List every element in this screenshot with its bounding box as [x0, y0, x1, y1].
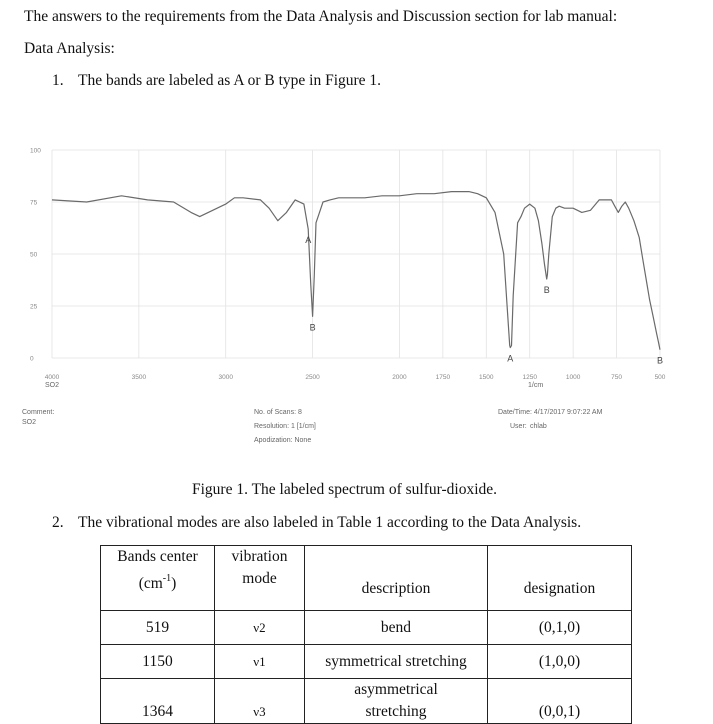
figure-caption: Figure 1. The labeled spectrum of sulfur-dioxide. — [192, 481, 498, 498]
y-tick-label: 25 — [30, 303, 38, 311]
chart-grid — [52, 150, 660, 358]
x-axis-unit: 1/cm — [528, 382, 544, 389]
header-band-center — [101, 546, 215, 611]
table-row — [101, 645, 632, 679]
y-tick-label: 100 — [30, 147, 41, 155]
cell-band: 1150 — [101, 645, 215, 679]
cell-description-line1: asymmetrical — [354, 681, 438, 698]
x-tick-label: 1750 — [435, 374, 451, 381]
cell-mode: ν2 — [215, 611, 305, 645]
x-tick-label: 1500 — [479, 374, 494, 381]
header-band-line2: $(cm^{-1})$ — [138, 573, 177, 592]
x-tick-label: 4000 — [44, 374, 60, 381]
x-tick-label: 500 — [654, 374, 666, 381]
x-tick-label: 1250 — [522, 374, 537, 381]
intro-text: The answers to the requirements from the Data Analysis and Discussion section for lab manual: — [24, 8, 618, 25]
list-item — [52, 514, 581, 532]
cell-band: 1364 — [101, 679, 215, 724]
x-tick-label: 3000 — [218, 374, 233, 381]
x-tick-label: 2000 — [392, 374, 407, 381]
table-row — [101, 679, 632, 724]
apodization-text: Apodization: None — [254, 437, 312, 444]
cell-mode: ν1 — [215, 645, 305, 679]
y-tick-label: 75 — [30, 199, 38, 207]
list-item-text: The vibrational modes are also labeled in Table 1 according to the Data Analysis. — [78, 514, 582, 531]
list-item-number: 2. — [52, 514, 64, 531]
band-label: A — [305, 235, 312, 246]
comment-value: SO2 — [22, 419, 37, 426]
cell-description: symmetrical stretching — [305, 645, 488, 679]
ir-spectrum-chart — [18, 108, 698, 456]
x-tick-label: 1000 — [565, 374, 581, 381]
cell-description-line2: stretching — [365, 703, 427, 720]
band-label: B — [309, 322, 316, 333]
cell-designation: (0,0,1) — [488, 679, 632, 724]
x-axis-ticks — [45, 374, 666, 381]
comment-label: Comment: — [22, 409, 55, 416]
scans-text: No. of Scans: 8 — [254, 409, 302, 416]
cell-band: 519 — [101, 611, 215, 645]
x-tick-label: 2500 — [305, 374, 320, 381]
band-label: A — [507, 353, 514, 364]
list-item-text: The bands are labeled as A or B type in Figure 1. — [78, 72, 382, 89]
header-band-line1: Bands center — [117, 548, 198, 565]
x-tick-label: 3500 — [131, 374, 147, 381]
header-vib-line1: vibration — [231, 548, 288, 565]
section-heading: Data Analysis: — [24, 40, 115, 57]
band-label: B — [543, 284, 550, 295]
y-tick-label: 50 — [30, 251, 38, 259]
y-axis-ticks — [30, 148, 41, 363]
resolution-text: Resolution: 1 [1/cm] — [254, 423, 316, 430]
datetime-text: Date/Time: 4/17/2017 9:07:22 AM — [498, 409, 603, 416]
header-vib-line2: mode — [242, 570, 277, 587]
x-axis-subtitle: SO2 — [44, 382, 60, 389]
cell-mode: ν3 — [215, 679, 305, 724]
cell-description — [305, 679, 488, 724]
band-annotations — [305, 235, 663, 366]
list-item-number: 1. — [52, 72, 64, 89]
user-label: User: — [510, 423, 527, 430]
spectrum-line — [52, 192, 660, 350]
user-value: chlab — [530, 423, 547, 430]
band-label: B — [656, 355, 664, 366]
table-row — [101, 611, 632, 645]
x-tick-label: 750 — [611, 374, 623, 381]
cell-designation: (0,1,0) — [488, 611, 632, 645]
vibrational-modes-table — [100, 545, 632, 724]
header-description: description — [305, 546, 488, 611]
header-vibration-mode — [215, 546, 305, 611]
header-designation: designation — [488, 546, 632, 611]
cell-description: bend — [305, 611, 488, 645]
cell-designation: (1,0,0) — [488, 645, 632, 679]
y-tick-label: 0 — [30, 355, 34, 363]
list-item — [52, 72, 381, 90]
